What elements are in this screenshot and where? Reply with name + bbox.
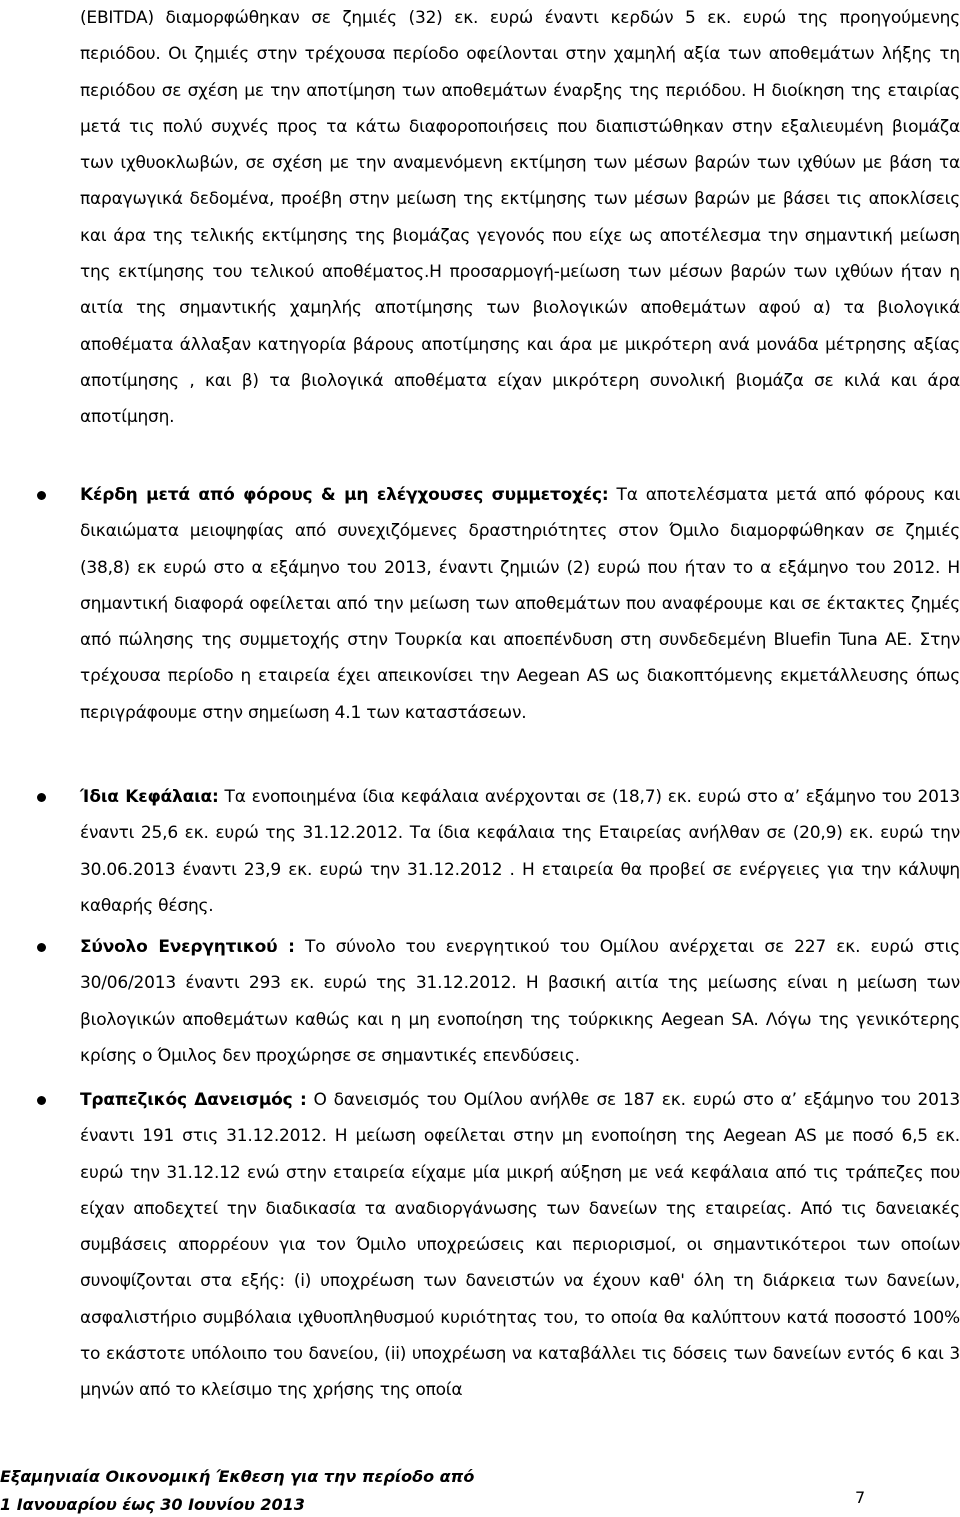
bullet-dot-icon xyxy=(37,793,46,802)
bullet-body xyxy=(80,929,960,1074)
intro-paragraph: (EBITDA) διαμορφώθηκαν σε ζημιές (32) εκ. ευρώ έναντι κερδών 5 εκ. ευρώ της προηγούμενης περιόδου. Οι ζημιές στην τρέχουσα περίοδο οφείλονται στην χαμηλή αξία των αποθεμάτων λήξης τη περιόδου σε σχέση με την αποτίμηση των αποθεμάτων έναρξης της περιόδου. Η διοίκηση της εταιρίας μετά τις πολύ συχνές προς τα κάτω διαφοροποιήσεις που διαπιστώθηκαν στην εξαλιευμένη βιομάζα των ιχθυοκλωβών, σε σχέση με την αναμενόμενη εκτίμηση των μέσων βαρών των ιχθύων με βάση τα παραγωγικά δεδομένα, προέβη στην μείωση της εκτίμησης των μέσων βαρών με βάσει τις αποκλίσεις και άρα της τελικής εκτίμησης της βιομάζας γεγονός που είχε ως αποτέλεσμα την σημαντική μείωση της εκτίμησης του τελικού αποθέματος.Η προσαρμογή-μείωση των μέσων βαρών των ιχθύων ήταν η αιτία της σημαντικής χαμηλής αποτίμησης των βιολογικών αποθεμάτων αφού α) τα βιολογικά αποθέματα άλλαξαν κατηγορία βάρους αποτίμησης και άρα με μικρότερη ανά μονάδα μέτρησης αξίας αποτίμησης , και β) τα βιολογικά αποθέματα είχαν μικρότερη συνολική βιομάζα σε κιλά και άρα αποτίμηση. xyxy=(80,8,960,428)
footer-title-line2: 1 Ιανουαρίου έως 30 Ιουνίου 2013 xyxy=(0,1495,305,1514)
bullet-dot-icon xyxy=(37,1096,46,1105)
bullet-dot-icon xyxy=(37,491,46,500)
bullet-body xyxy=(80,1082,960,1407)
page-number: 7 xyxy=(855,1488,866,1507)
bullet-lead: Σύνολο Ενεργητικού : xyxy=(80,937,295,957)
bullet-text: Τα ενοποιημένα ίδια κεφάλαια ανέρχονται σε (18,7) εκ. ευρώ στο α’ εξάμηνο του 2013 έναντι 25,6 εκ. ευρώ της 31.12.2012. Τα ίδια κεφάλαια της Εταιρείας ανήλθαν σε (20,9) εκ. ευρώ την 30.06.2013 έναντι 23,9 εκ. ευρώ την 31.12.2012 . Η εταιρεία θα προβεί σε ενέργειες για την κάλυψη καθαρής θέσης. xyxy=(80,787,960,916)
bullet-body xyxy=(80,477,960,731)
bullet-lead: Ίδια Κεφάλαια: xyxy=(80,787,219,807)
bullet-text: Τα αποτελέσματα μετά από φόρους και δικαιώματα μειοψηφίας από συνεχιζόμενες δραστηριότητες στον Όμιλο διαμορφώθηκαν σε ζημιές (38,8) εκ ευρώ στο α εξάμηνο του 2013, έναντι ζημιών (2) ευρώ που ήταν το α εξάμηνο του 2012. Η σημαντική διαφορά οφείλεται από την μείωση των αποθεμάτων που αναφέρουμε και σε έκτακτες ζημές από πώλησης της συμμετοχής στην Τουρκία και αποεπένδυση στη συνδεδεμένη Bluefin Tuna AE. Στην τρέχουσα περίοδο η εταιρεία έχει απεικονίσει την Aegean AS ως διακοπτόμενης εκμετάλλευσης όπως περιγράφουμε στην σημείωση 4.1 των καταστάσεων. xyxy=(80,485,960,723)
bullet-dot-icon xyxy=(37,943,46,952)
bullet-text: Ο δανεισμός του Ομίλου ανήλθε σε 187 εκ. ευρώ στο α’ εξάμηνο του 2013 έναντι 191 στις 31.12.2012. Η μείωση οφείλεται στην μη ενοποίηση της Aegean AS με ποσό 6,5 εκ. ευρώ την 31.12.12 ενώ στην εταιρεία είχαμε μία μικρή αύξηση με νεά κεφάλαια από τις τράπεζες που είχαν αποδεχτεί την διαδικασία τα αναδιοργάνωσης των δανείων της εταιρείας. Από τις δανειακές συμβάσεις απορρέουν για τον Όμιλο υποχρεώσεις και περιορισμοί, οι σημαντικότεροι των οποίων συνοψίζονται στα εξής: (i) υποχρέωση των δανειστών να έχουν καθ' όλη τη διάρκεια των δανείων, ασφαλιστήριο συμβόλαια ιχθυοπληθυσμού κυριότητας του, το οποία θα καλύπτουν κατά ποσοστό 100% το εκάστοτε υπόλοιπο του δανείου, (ii) υποχρέωση να καταβάλλει τις δόσεις των δανείων εντός 6 και 3 μηνών από το κλείσιμο της χρήσης της οποία xyxy=(80,1090,960,1401)
bullet-lead: Τραπεζικός Δανεισμός : xyxy=(80,1090,307,1110)
bullet-body xyxy=(80,779,960,924)
bullet-text: Το σύνολο του ενεργητικού του Ομίλου ανέρχεται σε 227 εκ. ευρώ στις 30/06/2013 έναντι 293 εκ. ευρώ της 31.12.2012. Η βασική αιτία της μείωσης είναι η μείωση των βιολογικών αποθεμάτων καθώς και η μη ενοποίηση της τούρκικης Aegean SA. Λόγω της γενικότερης κρίσης ο Όμιλος δεν προχώρησε σε σημαντικές επενδύσεις. xyxy=(80,937,960,1066)
footer-title-line1: Εξαμηνιαία Οικονομική Έκθεση για την περίοδο από xyxy=(0,1467,475,1486)
bullet-lead: Κέρδη μετά από φόρους & μη ελέγχουσες συμμετοχές: xyxy=(80,485,609,505)
